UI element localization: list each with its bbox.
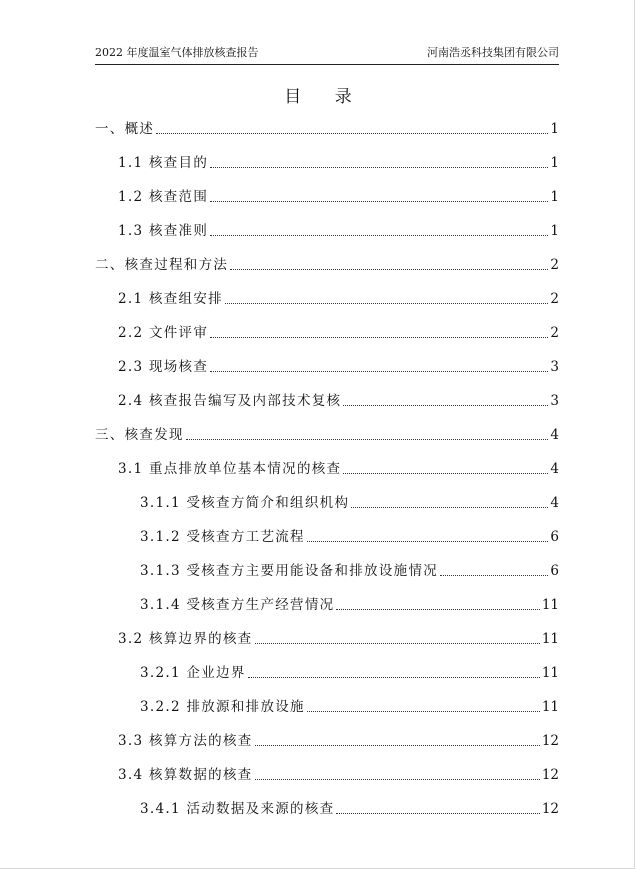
- toc-entry-label: 3.1.4 受核查方生产经营情况: [140, 597, 335, 613]
- toc-entry-label: 2.4 核查报告编写及内部技术复核: [118, 393, 342, 409]
- toc-entry-page-number: 12: [541, 801, 559, 817]
- toc-title: 目 录: [284, 87, 366, 107]
- toc-leader-dots: [255, 745, 540, 746]
- toc-leader-dots: [248, 677, 540, 678]
- toc-leader-dots: [230, 269, 548, 270]
- toc-leader-dots: [210, 235, 548, 236]
- toc-leader-dots: [307, 711, 540, 712]
- toc-entry-page-number: 12: [541, 767, 559, 783]
- toc-leader-dots: [186, 439, 549, 440]
- toc-entry-label: 3.4.1 活动数据及来源的核查: [140, 801, 335, 817]
- toc-entry-label: 3.4 核算数据的核查: [118, 767, 253, 783]
- toc-entry[interactable]: [140, 593, 559, 613]
- toc-leader-dots: [351, 507, 548, 508]
- toc-leader-dots: [440, 575, 548, 576]
- toc-entry-label: 二、核查过程和方法: [95, 257, 229, 273]
- toc-entry[interactable]: [118, 151, 559, 171]
- toc-entry-page-number: 4: [550, 495, 559, 511]
- toc-entry-label: 3.1.3 受核查方主要用能设备和排放设施情况: [140, 563, 439, 579]
- toc-entry[interactable]: [95, 117, 559, 137]
- toc-entry[interactable]: [118, 219, 559, 239]
- header-report-title: 2022 年度温室气体排放核查报告: [95, 46, 259, 59]
- toc-entry-page-number: 11: [541, 699, 559, 715]
- toc-entry-page-number: 11: [541, 597, 559, 613]
- toc-entry-label: 3.2.2 排放源和排放设施: [140, 699, 305, 715]
- toc-entry-label: 三、核查发现: [95, 427, 184, 443]
- toc-entry[interactable]: [118, 763, 559, 783]
- toc-entry-page-number: 11: [541, 631, 559, 647]
- toc-leader-dots: [225, 303, 548, 304]
- toc-entry-page-number: 4: [550, 427, 559, 443]
- toc-entry-label: 3.2.1 企业边界: [140, 665, 246, 681]
- toc-entry-page-number: 1: [550, 155, 559, 171]
- toc-entry-label: 3.1 重点排放单位基本情况的核查: [118, 461, 342, 477]
- toc-entry[interactable]: [95, 423, 559, 443]
- toc-entry-label: 3.2 核算边界的核查: [118, 631, 253, 647]
- toc-leader-dots: [210, 371, 548, 372]
- toc-leader-dots: [343, 405, 548, 406]
- toc-leader-dots: [336, 813, 539, 814]
- toc-entry[interactable]: [140, 695, 559, 715]
- toc-entry-label: 2.2 文件评审: [118, 325, 209, 341]
- toc-leader-dots: [210, 167, 548, 168]
- toc-leader-dots: [255, 643, 540, 644]
- toc-entry-label: 3.1.1 受核查方简介和组织机构: [140, 495, 350, 511]
- toc-entry-label: 1.2 核查范围: [118, 189, 209, 205]
- toc-leader-dots: [343, 473, 548, 474]
- toc-entry-page-number: 2: [550, 291, 559, 307]
- toc-entry-page-number: 3: [550, 393, 559, 409]
- toc-entry-label: 3.1.2 受核查方工艺流程: [140, 529, 305, 545]
- toc-entry[interactable]: [95, 253, 559, 273]
- toc-entry-label: 3.3 核算方法的核查: [118, 733, 253, 749]
- toc-entry-page-number: 12: [541, 733, 559, 749]
- toc-entry[interactable]: [118, 627, 559, 647]
- toc-entry-page-number: 6: [550, 563, 559, 579]
- toc-entry[interactable]: [118, 287, 559, 307]
- toc-entry-page-number: 2: [550, 325, 559, 341]
- toc-entry-page-number: 11: [541, 665, 559, 681]
- toc-entry-label: 2.3 现场核查: [118, 359, 209, 375]
- toc-entry-label: 2.1 核查组安排: [118, 291, 223, 307]
- toc-leader-dots: [307, 541, 549, 542]
- toc-entry-page-number: 1: [550, 223, 559, 239]
- toc-entry-page-number: 1: [550, 189, 559, 205]
- toc-entry-page-number: 2: [550, 257, 559, 273]
- toc-entry-page-number: 6: [550, 529, 559, 545]
- toc-entry[interactable]: [140, 559, 559, 579]
- toc-entry[interactable]: [140, 797, 559, 817]
- toc-entry[interactable]: [118, 185, 559, 205]
- toc-entry[interactable]: [140, 525, 559, 545]
- toc-entry-label: 1.3 核查准则: [118, 223, 209, 239]
- toc-leader-dots: [255, 779, 540, 780]
- toc-entry-page-number: 1: [550, 121, 559, 137]
- header-company-name: 河南浩丞科技集团有限公司: [427, 46, 559, 59]
- toc-entry[interactable]: [118, 389, 559, 409]
- toc-leader-dots: [210, 337, 548, 338]
- toc-entry[interactable]: [118, 321, 559, 341]
- toc-entry-page-number: 3: [550, 359, 559, 375]
- toc-leader-dots: [336, 609, 539, 610]
- toc-entry-label: 一、概述: [95, 121, 155, 137]
- toc-entry[interactable]: [118, 355, 559, 375]
- toc-leader-dots: [210, 201, 548, 202]
- toc-entry-page-number: 4: [550, 461, 559, 477]
- toc-entry[interactable]: [140, 491, 559, 511]
- toc-entry[interactable]: [118, 729, 559, 749]
- toc-entry-label: 1.1 核查目的: [118, 155, 209, 171]
- toc-entry[interactable]: [118, 457, 559, 477]
- toc-leader-dots: [156, 133, 548, 134]
- page-header: [95, 40, 559, 65]
- toc-entry[interactable]: [140, 661, 559, 681]
